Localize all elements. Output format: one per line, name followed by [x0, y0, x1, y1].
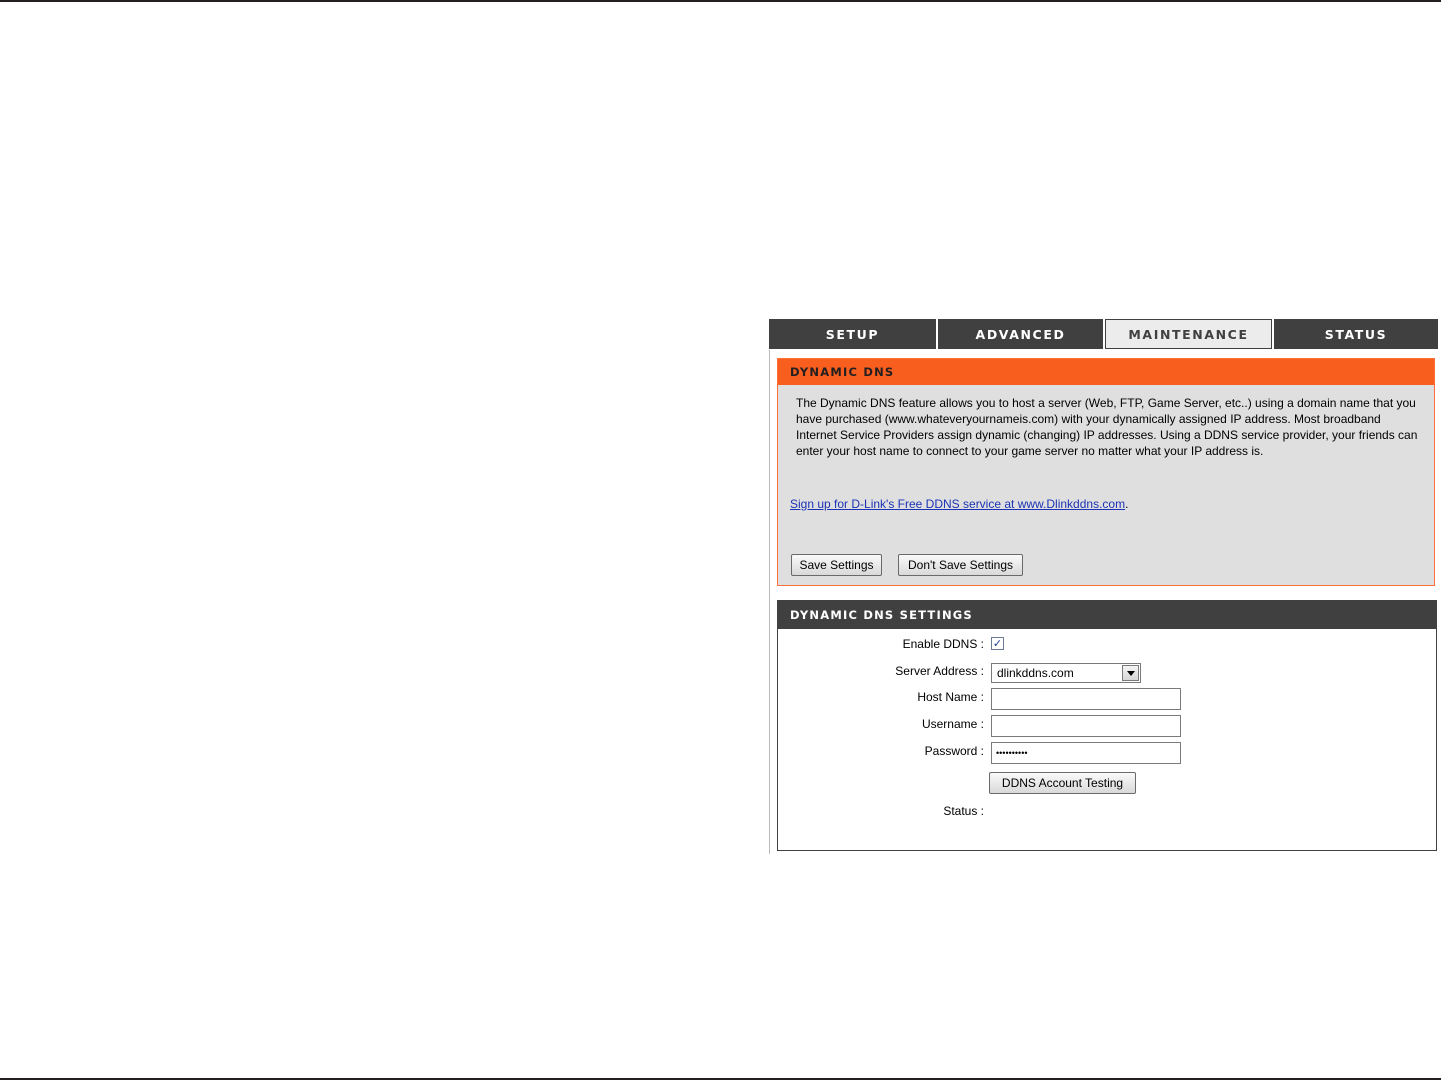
signup-line [790, 497, 1128, 511]
main-tabs [769, 318, 1441, 350]
checkmark-icon: ✓ [992, 637, 1003, 650]
username-input[interactable] [991, 715, 1181, 737]
top-rule [0, 0, 1441, 2]
tab-setup[interactable]: SETUP [769, 319, 938, 349]
save-settings-button[interactable]: Save Settings [791, 554, 882, 576]
host-name-label: Host Name : [917, 690, 984, 704]
dynamic-dns-description: The Dynamic DNS feature allows you to host a server (Web, FTP, Game Server, etc..) using a domain name that you have purchased (www.whateveryournameis.com) with your dynamically assigned IP address. Most broadband Internet Service Providers assign dynamic (changing) IP addresses. Using a DDNS service provider, your friends can enter your host name to connect to your game server no matter what your IP address is. [796, 396, 1418, 458]
tab-advanced[interactable]: ADVANCED [938, 319, 1105, 349]
dynamic-dns-panel [777, 358, 1435, 586]
server-address-select[interactable] [991, 663, 1141, 683]
password-label: Password : [924, 744, 984, 758]
username-label: Username : [921, 717, 984, 731]
enable-ddns-checkbox[interactable] [991, 637, 1004, 650]
signup-suffix: . [1125, 497, 1129, 511]
dynamic-dns-settings-title: DYNAMIC DNS SETTINGS [778, 601, 1436, 629]
dont-save-settings-button[interactable]: Don't Save Settings [898, 554, 1023, 576]
server-address-label: Server Address : [895, 664, 984, 678]
enable-ddns-label: Enable DDNS : [902, 637, 984, 651]
bottom-rule [0, 1078, 1441, 1080]
dynamic-dns-title: DYNAMIC DNS [778, 359, 1434, 385]
dynamic-dns-settings-panel [777, 600, 1437, 851]
ddns-account-testing-button[interactable]: DDNS Account Testing [989, 772, 1136, 794]
chevron-down-icon[interactable] [1122, 665, 1139, 681]
password-input[interactable]: •••••••••• [991, 742, 1181, 764]
host-name-input[interactable] [991, 688, 1181, 710]
tab-maintenance[interactable]: MAINTENANCE [1105, 319, 1272, 349]
frame-left-border [769, 350, 770, 854]
router-screenshot [769, 318, 1441, 854]
server-address-value: dlinkddns.com [997, 666, 1074, 680]
tab-status[interactable]: STATUS [1274, 319, 1440, 349]
signup-link[interactable]: Sign up for D-Link's Free DDNS service at www.Dlinkddns.com [790, 497, 1126, 511]
status-label: Status : [943, 804, 984, 818]
